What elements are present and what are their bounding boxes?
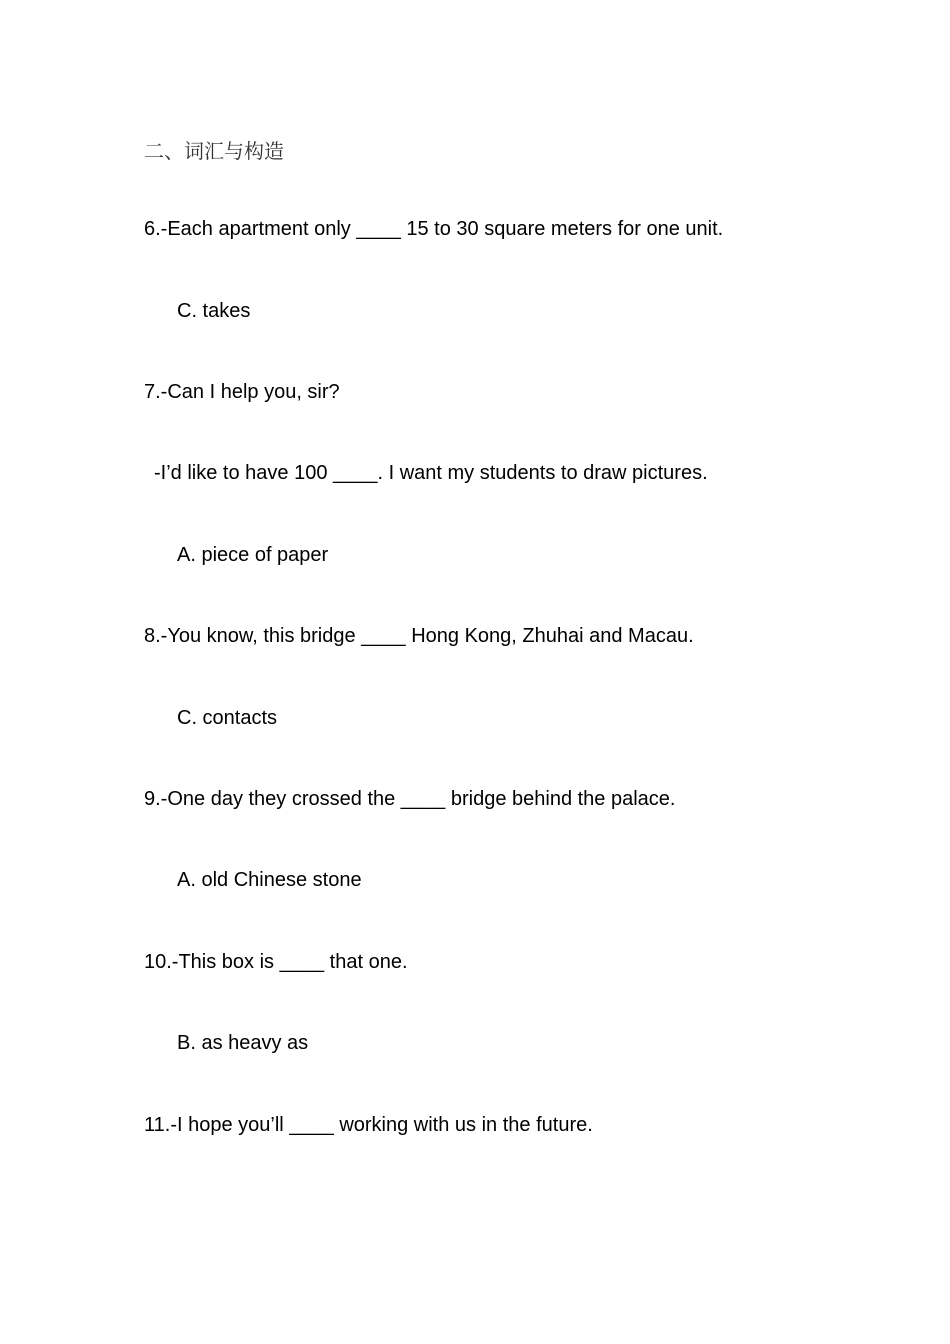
answer-7: A. piece of paper (177, 544, 329, 566)
question-8: 8.-You know, this bridge ____ Hong Kong, Zhuhai and Macau. (144, 625, 694, 647)
question-6: 6.-Each apartment only ____ 15 to 30 square meters for one unit. (144, 218, 724, 240)
question-7: 7.-Can I help you, sir? (144, 381, 340, 403)
question-9: 9.-One day they crossed the ____ bridge behind the palace. (144, 788, 676, 810)
question-10: 10.-This box is ____ that one. (144, 951, 408, 973)
answer-9: A. old Chinese stone (177, 869, 362, 891)
section-heading: 二、词汇与构造 (144, 139, 284, 163)
answer-10: B. as heavy as (177, 1032, 309, 1054)
reply-7: -I’d like to have 100 ____. I want my students to draw pictures. (154, 462, 708, 484)
answer-6: C. takes (177, 300, 251, 322)
question-11: 11.-I hope you’ll ____ working with us in the future. (144, 1114, 593, 1136)
answer-8: C. contacts (177, 707, 278, 729)
